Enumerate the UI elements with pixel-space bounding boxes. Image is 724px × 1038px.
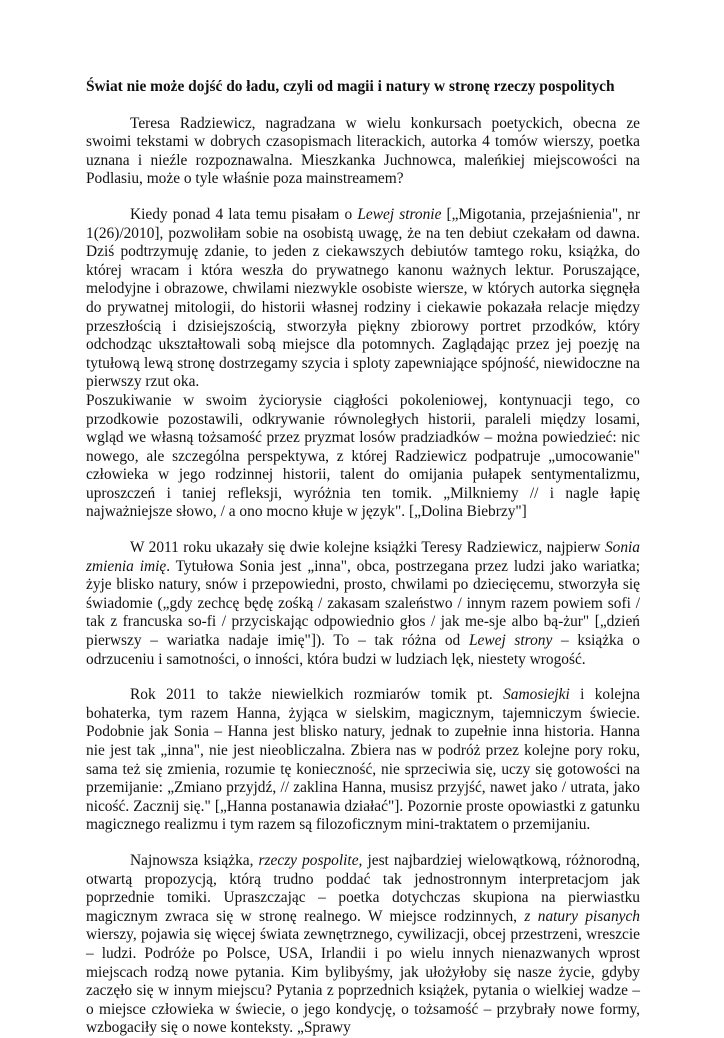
text-run: wierszy, pojawia się więcej świata zewnętrznego, cywilizacji, obcej przestrzeni, wreszcie – ludzi. Podróże po Polsce, USA, Irlandii i po wielu innych nienazwanych wprost miejscach rodzą nowe pytania. Kim bylibyśmy, jak ułożyłoby się nasze życie, gdyby zaczęło się w innym miejscu? Pytania z poprzednich książek, pytania o wielkiej wadze – o miejsce człowieka w świecie, o jego kondycję, o tożsamość – przybrały nowe formy, wzbogaciły się o nowe konteksty. „Sprawy — [86, 926, 640, 1037]
paragraph-lewa-strona — [86, 206, 640, 392]
book-title-samosiejki: Samosiejki — [503, 686, 570, 704]
text-run: i kolejna bohaterka, tym razem Hanna, żyjąca w sielskim, magicznym, tajemniczym świecie. Podobnie jak Sonia – Hanna jest blisko natury, jednak to zupełnie inna historia. Hanna nie jest tak „inna", nie jest nieobliczalna. Zbiera nas w podróż przez kolejne pory roku, sama też się zmienia, rozumie tę konieczność, nie sprzeciwia się, uczy się gotowości na przemijanie: „Zmiano przyjdź, // zaklina Hanna, musisz przyjść, nawet jako / utrata, jako nicość. Zacznij się." [„Hanna postanawia działać"]. Pozornie proste opowiastki z gatunku magicznego realizmu i tym razem są filozoficznym mini-traktatem o przemijaniu. — [86, 686, 641, 834]
text-run: Kiedy ponad 4 lata temu pisałam o — [130, 205, 358, 223]
phrase-z-natury-pisanych: z natury pisanych — [524, 907, 641, 925]
paragraph-rzeczy-pospolite — [86, 852, 640, 1038]
text-run: [„Migotania, przejaśnienia", nr 1(26)/2010], pozwoliłam sobie na osobistą uwagę, że na ten debiut czekałam od dawna. Dziś podtrzymuję zdanie, to jeden z ciekawszych debiutów tamtego roku, książka, do której wracam i która weszła do prywatnego kanonu ważnych lektur. Poruszające, melodyjne i obrazowe, chwilami niezwykle osobiste wiersze, w których autorka sięgnęła do prywatnej mitologii, do historii własnej rodziny i ciekawie pokazała relacje między przeszłością i dzisiejszością, stworzyła piękny zbiorowy portret przodków, który odchodząc ukształtowali sobą miejsce dla potomnych. Zaglądając przez jej poezję na tytułową lewą stronę dostrzegamy szycia i sploty zapewniające spójność, niewidoczne na pierwszy rzut oka. — [86, 205, 640, 391]
paragraph-intro: Teresa Radziewicz, nagradzana w wielu konkursach poetyckich, obecna ze swoimi tekstami w dobrych czasopismach literackich, autorka 4 tomów wierszy, poetka uznana i nieźle rozpoznawalna. Mieszkanka Juchnowca, maleńkiej miejscowości na Podlasiu, może o tyle właśnie poza mainstreamem? — [86, 114, 640, 188]
paragraph-sonia — [86, 539, 640, 669]
book-title-rzeczy-pospolite: rzeczy pospolite, — [258, 851, 363, 869]
book-title-lewa-strona: Lewej stronie — [357, 205, 442, 223]
paragraph-samosiejki — [86, 686, 640, 835]
text-run: . Tytułowa Sonia jest „inna", obca, postrzegana przez ludzi jako wariatka; żyje blisko natury, snów i przepowiedni, prosto, chwilami po dziecięcemu, stworzyła się świadomie („gdy zechcę będę zośką / zakasam szaleństwo / innym razem powiem sofi / tak z francuska so-fi / przyciskając odpowiednio głos / jak me-sje albo bą-żur" [„dzień pierwszy – wariatka nadaje imię"]). To – tak różna od — [86, 557, 640, 650]
book-title-sonia: Sonia zmienia imię — [86, 539, 640, 575]
text-run: Najnowsza książka, — [130, 851, 259, 869]
text-run: jest najbardziej wielowątkową, różnorodną, otwartą propozycją, którą trudno poddać tak jednostronnym interpretacjom jak poprzednie tomiki. Upraszczając – poetka dotychczas skupiona na pierwiastku magicznym zwraca się w stronę realnego. W miejsce rodzinnych, — [86, 851, 640, 925]
article-title: Świat nie może dojść do ładu, czyli od magii i natury w stronę rzeczy pospolitych — [86, 78, 615, 95]
paragraph-continuity: Poszukiwanie w swoim życiorysie ciągłości pokoleniowej, kontynuacji tego, co przodkowie pozostawili, odkrywanie równoległych historii, paraleli między losami, wgląd we własną tożsamość przez pryzmat losów pradziadków – można powiedzieć: nic nowego, ale szczególna perspektywa, z której Radziewicz podpatruje „umocowanie" człowieka w jego rodzinnej historii, talent do omijania pułapek sentymentalizmu, uproszczeń i taniej refleksji, wyróżnia ten tomik. „Milkniemy // i nagle łapię najważniejsze słowo, / a ono mocno kłuje w język". [„Dolina Biebrzy"] — [86, 391, 640, 521]
text-run: – książka o odrzuceniu i samotności, o inności, która budzi w ludziach lęk, niestety wrogość. — [86, 632, 640, 668]
document-page — [86, 78, 640, 1038]
text-run: W 2011 roku ukazały się dwie kolejne książki Teresy Radziewicz, najpierw — [130, 539, 605, 557]
text-run: Rok 2011 to także niewielkich rozmiarów tomik pt. — [130, 686, 504, 704]
book-title-lewa-strona: Lewej strony — [468, 632, 553, 650]
